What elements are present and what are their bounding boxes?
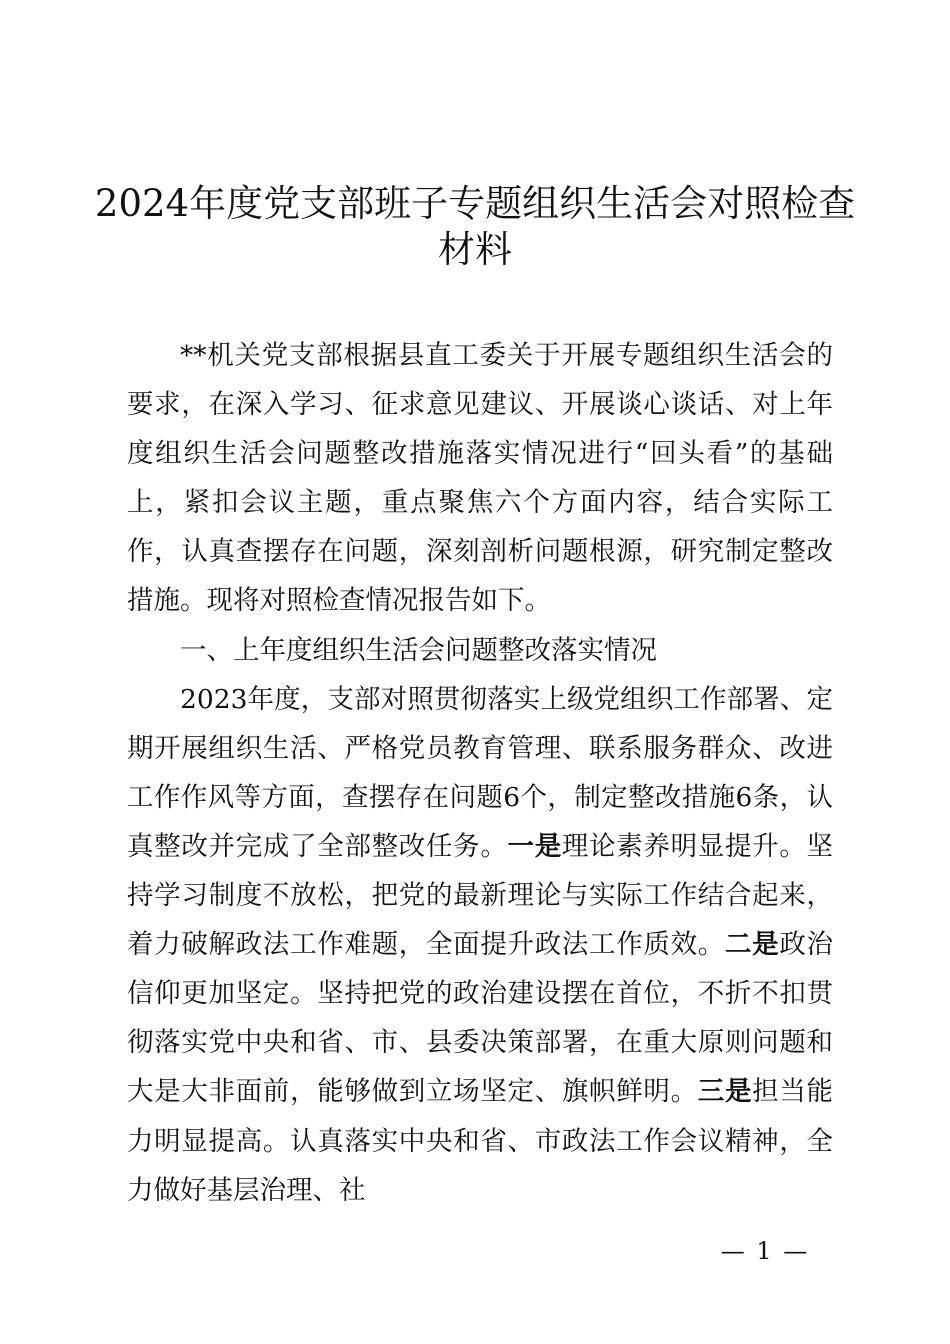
document-title: 2024年度党支部班子专题组织生活会对照检查材料 <box>94 181 856 271</box>
document-body <box>127 331 833 1215</box>
point-3-label: 三是 <box>697 1076 753 1108</box>
point-2-label: 二是 <box>724 929 780 961</box>
point-2-text: 政治信仰更加坚定。坚持把党的政治建设摆在首位，不折不扣贯彻落实党中央和省、市、县委决策部署，在重大原则问题和大是大非面前，能够做到立场坚定、旗帜鲜明。 <box>127 929 834 1108</box>
rectification-paragraph <box>127 675 833 1215</box>
intro-paragraph: **机关党支部根据县直工委关于开展专题组织生活会的要求，在深入学习、征求意见建议、开展谈心谈话、对上年度组织生活会问题整改措施落实情况进行“回头看”的基础上，紧扣会议主题，重点聚焦六个方面内容，结合实际工作，认真查摆存在问题，深刻剖析问题根源，研究制定整改措施。现将对照检查情况报告如下。 <box>127 340 833 617</box>
point-1-text: 理论素养明显提升。坚持学习制度不放松，把党的最新理论与实际工作结合起来，着力破解政法工作难题，全面提升政法工作质效。 <box>127 830 834 961</box>
point-3-text: 担当能力明显提高。认真落实中央和省、市政法工作会议精神，全力做好基层治理、社 <box>127 1076 834 1206</box>
point-1-label: 一是 <box>507 830 562 862</box>
page-number: — 1 — <box>720 1237 810 1265</box>
section-heading: 一、上年度组织生活会问题整改落实情况 <box>180 634 657 666</box>
paragraph-lead: 2023年度，支部对照贯彻落实上级党组织工作部署、定期开展组织生活、严格党员教育管理、联系服务群众、改进工作作风等方面，查摆存在问题6个，制定整改措施6条，认真整改并完成了全部整改任务。 <box>127 683 833 862</box>
